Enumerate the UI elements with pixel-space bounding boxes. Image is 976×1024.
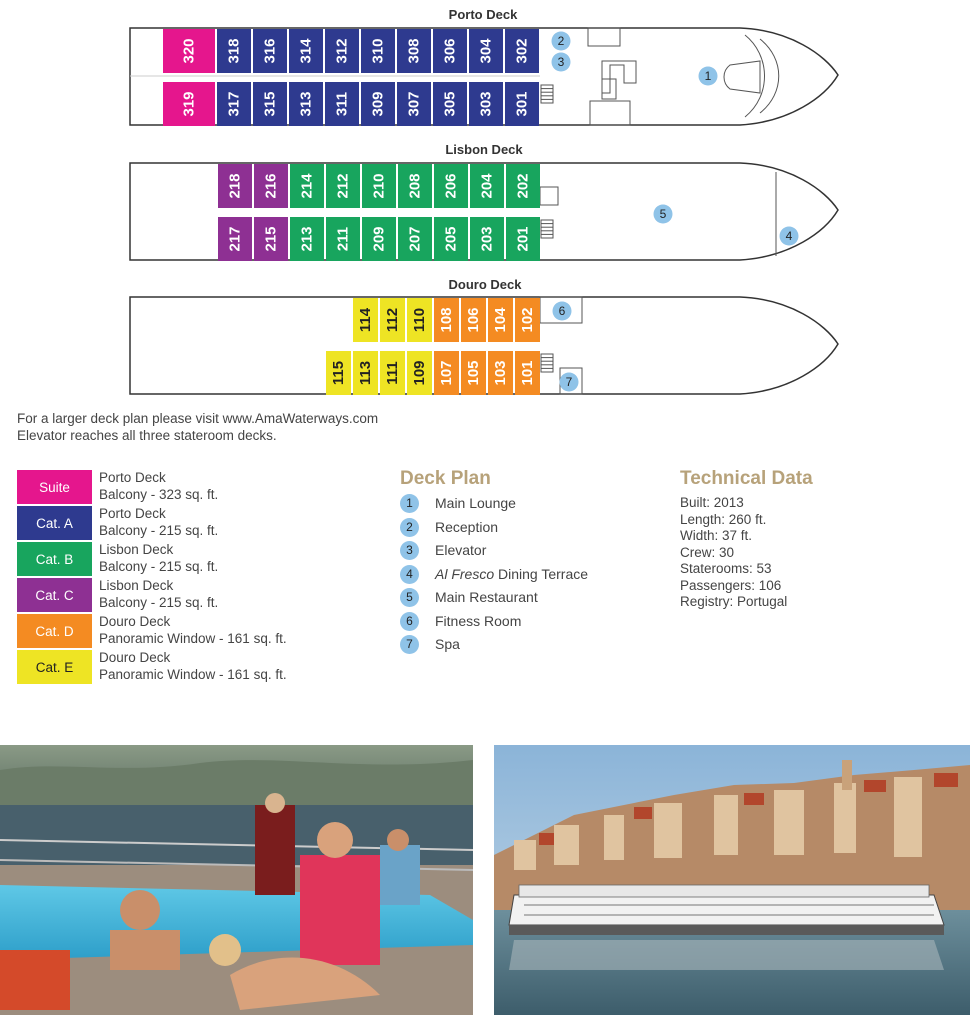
key-label-spa: Spa xyxy=(435,636,460,652)
douro-deck-title: Douro Deck xyxy=(448,277,522,292)
cabin-number-217: 217 xyxy=(226,226,244,252)
elevator-note: Elevator reaches all three stateroom decks. xyxy=(17,428,277,443)
key-item-dining-terrace xyxy=(400,565,660,585)
cabin-number-103: 103 xyxy=(492,360,509,386)
cabin-number-206: 206 xyxy=(442,173,460,199)
cabin-number-104: 104 xyxy=(492,307,509,333)
legend-row-cat-a xyxy=(17,506,337,540)
cabin-number-101: 101 xyxy=(519,360,536,386)
legend-row-cat-d xyxy=(17,614,337,648)
cabin-number-211: 211 xyxy=(334,226,352,252)
tech-length: Length: 260 ft. xyxy=(680,511,767,527)
legend-row-suite xyxy=(17,470,337,504)
cabin-number-207: 207 xyxy=(406,226,424,252)
cabin-number-212: 212 xyxy=(334,173,352,199)
key-item-spa xyxy=(400,635,660,655)
pool-deck-photo xyxy=(0,745,473,1015)
cabin-number-216: 216 xyxy=(262,173,280,199)
deck-plan-heading: Deck Plan xyxy=(400,468,491,489)
location-pin-label-2: 2 xyxy=(557,34,565,48)
cabin-number-210: 210 xyxy=(370,173,388,199)
lisbon-deck-title: Lisbon Deck xyxy=(445,142,523,157)
key-number-6: 6 xyxy=(400,612,419,631)
cabin-number-111: 111 xyxy=(384,361,401,385)
website-note: For a larger deck plan please visit www.AmaWaterways.com xyxy=(17,411,379,426)
porto-deck-title: Porto Deck xyxy=(448,7,518,22)
cabin-number-315: 315 xyxy=(261,91,279,117)
ship-in-porto-photo xyxy=(494,745,970,1015)
cabin-number-218: 218 xyxy=(226,173,244,199)
cabin-number-109: 109 xyxy=(411,360,428,386)
cat-d-description: Douro Deck Panoramic Window - 161 sq. ft. xyxy=(99,614,287,646)
key-label-elevator: Elevator xyxy=(435,542,487,558)
location-pin-label-6: 6 xyxy=(558,304,566,318)
cabin-number-107: 107 xyxy=(438,360,455,386)
key-label-dining-terrace: Al Fresco Dining Terrace xyxy=(435,565,589,582)
tech-passengers: Passengers: 106 xyxy=(680,577,782,593)
key-item-fitness-room xyxy=(400,612,660,632)
cabin-number-312: 312 xyxy=(333,38,351,64)
cabin-number-301: 301 xyxy=(513,91,531,117)
cabin-number-203: 203 xyxy=(478,226,496,252)
location-pin-label-4: 4 xyxy=(785,229,793,243)
key-number-3: 3 xyxy=(400,541,419,560)
cabin-number-208: 208 xyxy=(406,173,424,199)
cat-a-description: Porto Deck Balcony - 215 sq. ft. xyxy=(99,506,219,538)
location-pin-label-5: 5 xyxy=(659,207,667,221)
key-number-7: 7 xyxy=(400,635,419,654)
technical-data-heading: Technical Data xyxy=(680,468,813,489)
cabin-number-102: 102 xyxy=(519,307,536,333)
suite-description: Porto Deck Balcony - 323 sq. ft. xyxy=(99,470,219,502)
cabin-number-316: 316 xyxy=(261,38,279,64)
key-item-reception xyxy=(400,518,660,538)
cabin-number-214: 214 xyxy=(298,173,316,199)
cat-b-swatch: Cat. B xyxy=(17,542,92,576)
key-item-elevator xyxy=(400,541,660,561)
location-pin-label-1: 1 xyxy=(704,69,712,83)
cabin-number-205: 205 xyxy=(442,226,460,252)
legend-row-cat-c xyxy=(17,578,337,612)
tech-built: Built: 2013 xyxy=(680,495,744,510)
cabin-number-108: 108 xyxy=(438,307,455,333)
cabin-number-310: 310 xyxy=(369,38,387,64)
tech-staterooms: Staterooms: 53 xyxy=(680,561,772,576)
key-item-main-restaurant xyxy=(400,588,660,608)
cabin-number-304: 304 xyxy=(477,38,495,64)
cabin-number-115: 115 xyxy=(330,360,347,386)
stairs-icon xyxy=(541,354,553,372)
cat-b-description: Lisbon Deck Balcony - 215 sq. ft. xyxy=(99,542,219,574)
key-number-5: 5 xyxy=(400,588,419,607)
porto-deck-plan xyxy=(0,25,976,155)
key-number-4: 4 xyxy=(400,565,419,584)
cabin-number-319: 319 xyxy=(180,91,198,117)
key-label-main-lounge: Main Lounge xyxy=(435,495,516,511)
cat-e-description: Douro Deck Panoramic Window - 161 sq. ft. xyxy=(99,650,287,682)
cabin-number-113: 113 xyxy=(357,360,374,386)
location-pin-label-7: 7 xyxy=(565,375,573,389)
key-label-reception: Reception xyxy=(435,518,499,535)
cabin-number-308: 308 xyxy=(405,38,423,64)
cabin-number-303: 303 xyxy=(477,91,495,117)
key-number-1: 1 xyxy=(400,494,419,513)
cat-c-description: Lisbon Deck Balcony - 215 sq. ft. xyxy=(99,578,219,610)
tech-crew: Crew: 30 xyxy=(680,544,735,560)
cabin-number-215: 215 xyxy=(262,226,280,252)
cabin-number-314: 314 xyxy=(297,38,315,64)
cabin-number-307: 307 xyxy=(405,91,423,117)
stairs-icon xyxy=(541,220,553,238)
cabin-number-320: 320 xyxy=(180,38,198,64)
cabin-number-201: 201 xyxy=(514,226,532,252)
cabin-number-110: 110 xyxy=(411,307,428,333)
douro-deck-plan xyxy=(0,294,976,424)
cat-c-swatch: Cat. C xyxy=(17,578,92,612)
cabin-number-306: 306 xyxy=(441,38,459,64)
cabin-number-311: 311 xyxy=(333,91,351,117)
cabin-number-202: 202 xyxy=(514,173,532,199)
lisbon-deck-plan xyxy=(0,160,976,290)
cabin-number-204: 204 xyxy=(478,173,496,199)
key-item-main-lounge xyxy=(400,494,660,514)
legend-row-cat-e xyxy=(17,650,337,684)
cabin-number-209: 209 xyxy=(370,226,388,252)
cat-e-swatch: Cat. E xyxy=(17,650,92,684)
cabin-number-302: 302 xyxy=(513,38,531,64)
cabin-number-309: 309 xyxy=(369,91,387,117)
cabin-number-318: 318 xyxy=(225,38,243,64)
tech-registry: Registry: Portugal xyxy=(680,594,788,609)
cabin-number-317: 317 xyxy=(225,91,243,117)
cabin-number-305: 305 xyxy=(441,91,459,117)
suite-swatch: Suite xyxy=(17,470,92,504)
key-label-fitness-room: Fitness Room xyxy=(435,612,522,629)
tech-width: Width: 37 ft. xyxy=(680,528,753,543)
deck-plan-notes xyxy=(17,410,378,444)
location-pin-label-3: 3 xyxy=(557,55,565,69)
key-number-2: 2 xyxy=(400,518,419,537)
stairs-icon xyxy=(541,85,553,103)
cabin-number-106: 106 xyxy=(465,307,482,333)
key-label-main-restaurant: Main Restaurant xyxy=(435,589,538,605)
cat-a-swatch: Cat. A xyxy=(17,506,92,540)
cabin-number-114: 114 xyxy=(357,307,374,333)
cat-d-swatch: Cat. D xyxy=(17,614,92,648)
cabin-number-313: 313 xyxy=(297,91,315,117)
cabin-number-213: 213 xyxy=(298,226,316,252)
cabin-number-112: 112 xyxy=(384,307,401,333)
cabin-number-105: 105 xyxy=(465,360,482,386)
technical-data-list xyxy=(680,495,787,611)
legend-row-cat-b xyxy=(17,542,337,576)
